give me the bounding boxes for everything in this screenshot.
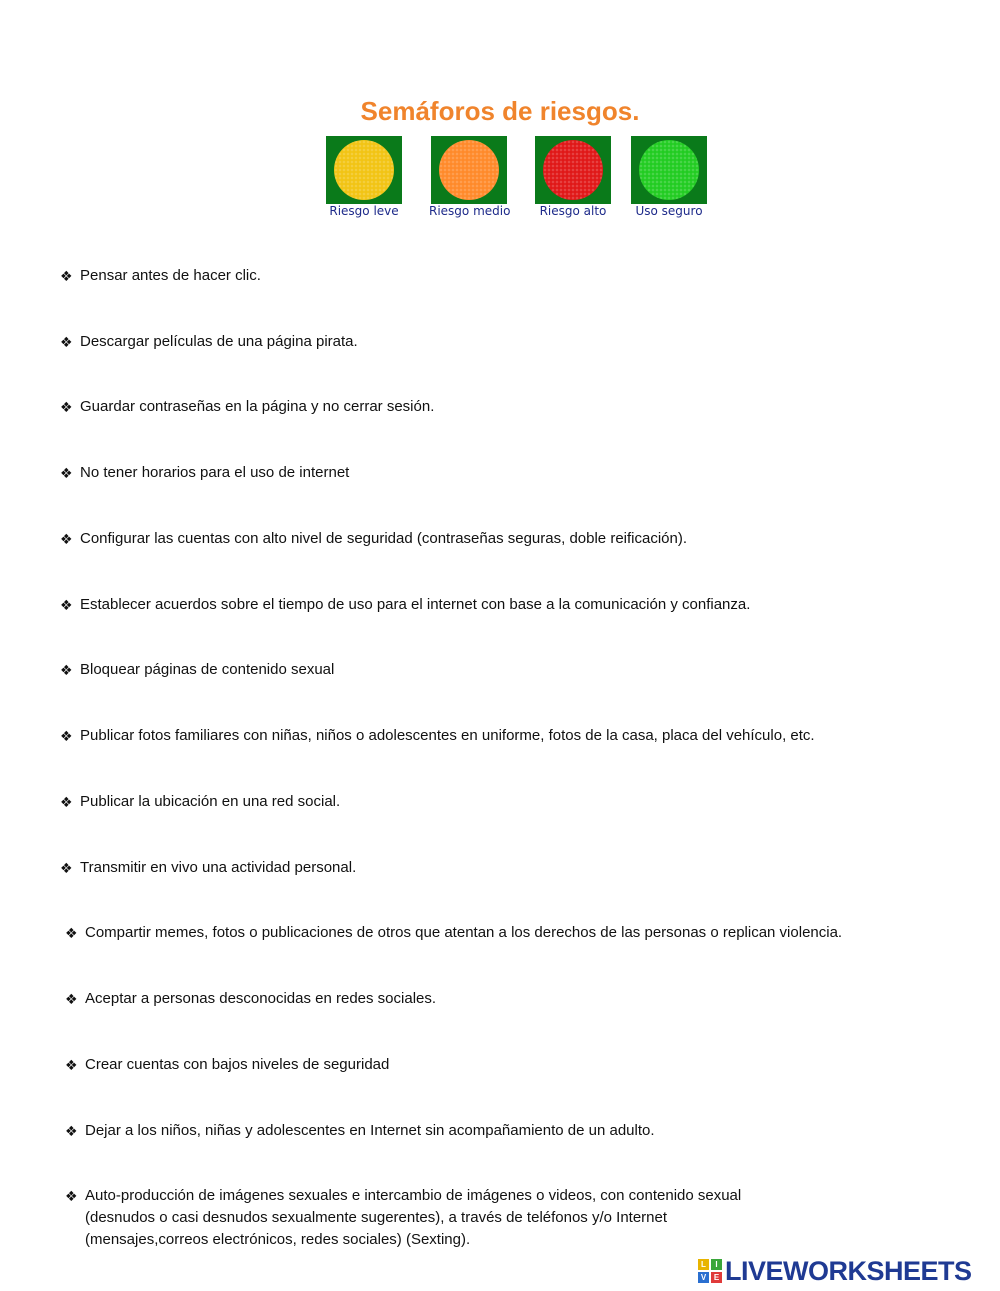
traffic-light-box — [326, 136, 402, 204]
page-title: Semáforos de riesgos. — [360, 96, 640, 126]
list-item — [60, 659, 334, 681]
diamond-bullet-icon: ❖ — [60, 465, 73, 481]
list-item-text: Publicar la ubicación en una red social. — [80, 793, 341, 810]
list-item-text: Transmitir en vivo una actividad personal. — [80, 859, 357, 876]
list-item-text: Pensar antes de hacer clic. — [80, 267, 261, 284]
legend-label: Riesgo medio — [429, 204, 511, 218]
legend-riesgo-leve — [324, 136, 404, 218]
diamond-bullet-icon: ❖ — [65, 1057, 78, 1073]
list-item — [60, 594, 750, 616]
diamond-bullet-icon: ❖ — [65, 991, 78, 1007]
list-item-text: Dejar a los niños, niñas y adolescentes en Internet sin acompañamiento de un adulto. — [85, 1122, 655, 1139]
diamond-bullet-icon: ❖ — [60, 728, 73, 744]
diamond-bullet-icon: ❖ — [60, 597, 73, 613]
diamond-bullet-icon: ❖ — [60, 268, 73, 284]
logo-letter: L — [698, 1259, 709, 1270]
list-item — [65, 922, 842, 944]
legend-riesgo-alto — [533, 136, 613, 218]
yellow-light-icon — [334, 140, 394, 200]
list-item — [65, 1054, 389, 1076]
list-item — [60, 791, 340, 813]
list-item-text: Configurar las cuentas con alto nivel de seguridad (contraseñas seguras, doble reificación). — [80, 530, 688, 547]
list-item-text: Guardar contraseñas en la página y no cerrar sesión. — [80, 398, 435, 415]
legend-label: Uso seguro — [635, 204, 703, 218]
traffic-light-box — [535, 136, 611, 204]
list-item — [65, 988, 436, 1010]
diamond-bullet-icon: ❖ — [65, 1188, 78, 1204]
list-item-text: Bloquear páginas de contenido sexual — [80, 661, 335, 678]
green-light-icon — [639, 140, 699, 200]
diamond-bullet-icon: ❖ — [60, 860, 73, 876]
diamond-bullet-icon: ❖ — [65, 1123, 78, 1139]
list-item — [60, 528, 687, 550]
list-item-text: Crear cuentas con bajos niveles de seguridad — [85, 1056, 390, 1073]
diamond-bullet-icon: ❖ — [60, 794, 73, 810]
traffic-light-legend — [0, 136, 1000, 226]
traffic-light-box — [431, 136, 507, 204]
logo-letter: I — [711, 1259, 722, 1270]
list-item — [60, 265, 261, 287]
list-item — [65, 1185, 741, 1251]
list-item — [60, 462, 349, 484]
legend-riesgo-medio — [429, 136, 509, 218]
diamond-bullet-icon: ❖ — [60, 662, 73, 678]
diamond-bullet-icon: ❖ — [60, 399, 73, 415]
list-item-text: Descargar películas de una página pirata. — [80, 333, 358, 350]
list-item — [60, 725, 815, 747]
list-item-text: Aceptar a personas desconocidas en redes sociales. — [85, 990, 437, 1007]
red-light-icon — [543, 140, 603, 200]
logo-text: LIVEWORKSHEETS — [725, 1255, 972, 1286]
legend-label: Riesgo leve — [329, 204, 399, 218]
list-item-text: Compartir memes, fotos o publicaciones de otros que atentan a los derechos de las personas o replican violencia. — [85, 924, 843, 941]
list-item-text: No tener horarios para el uso de internet — [80, 464, 350, 481]
list-item — [65, 1120, 655, 1142]
liveworksheets-logo — [698, 1256, 972, 1286]
list-item — [60, 331, 358, 353]
legend-label: Riesgo alto — [539, 204, 607, 218]
logo-letter: E — [711, 1272, 722, 1283]
legend-uso-seguro — [629, 136, 709, 218]
list-item-text: Publicar fotos familiares con niñas, niños o adolescentes en uniforme, fotos de la casa, placa del vehículo, etc. — [80, 727, 815, 744]
logo-letter: V — [698, 1272, 709, 1283]
logo-mark-icon — [698, 1259, 722, 1283]
orange-light-icon — [439, 140, 499, 200]
list-item — [60, 857, 356, 879]
diamond-bullet-icon: ❖ — [60, 334, 73, 350]
list-item — [60, 396, 434, 418]
list-item-text: Auto-producción de imágenes sexuales e intercambio de imágenes o videos, con contenido sexual (desnudos o casi desnudos sexualmente sugerentes), a través de teléfonos y/o Internet (mensajes,correos electrónicos, redes sociales) (Sexting). — [85, 1187, 742, 1248]
traffic-light-box — [631, 136, 707, 204]
diamond-bullet-icon: ❖ — [60, 531, 73, 547]
list-item-text: Establecer acuerdos sobre el tiempo de uso para el internet con base a la comunicación y confianza. — [80, 596, 751, 613]
diamond-bullet-icon: ❖ — [65, 925, 78, 941]
